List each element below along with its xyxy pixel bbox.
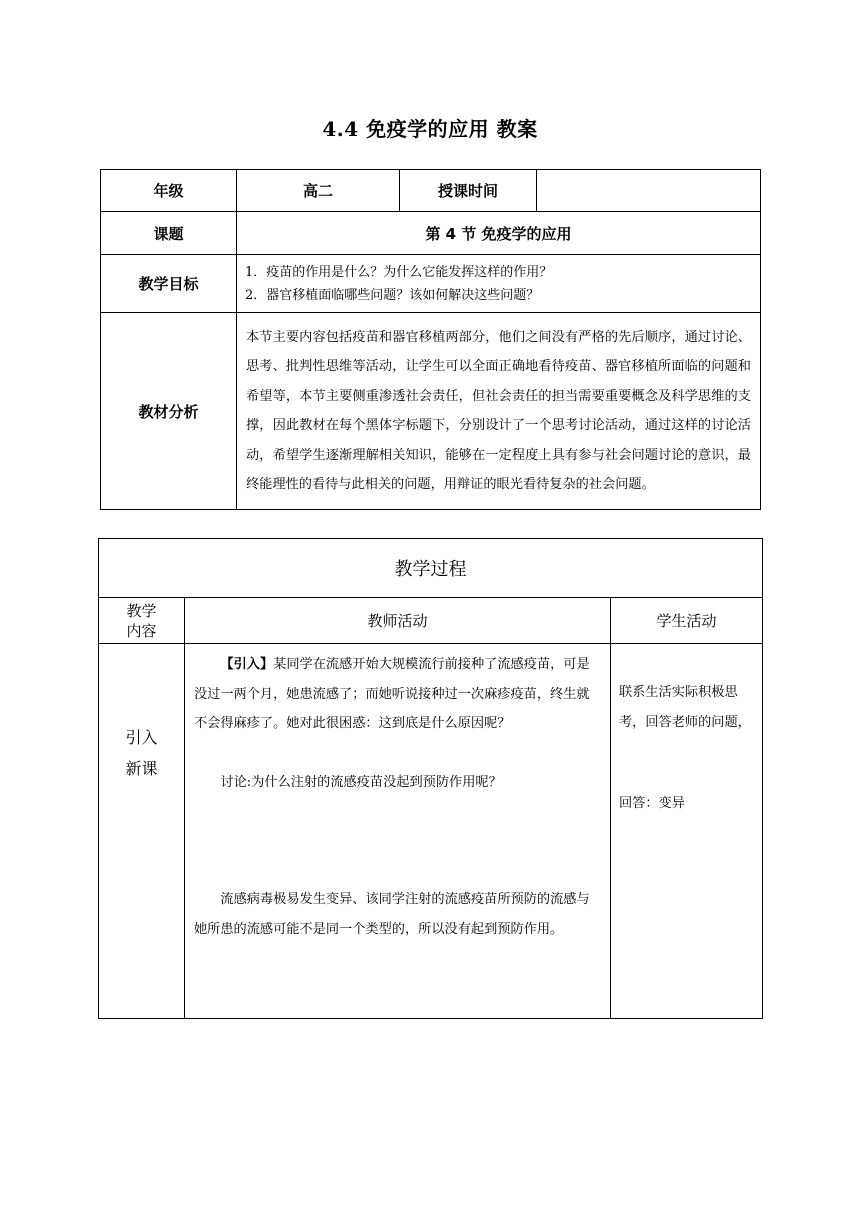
document-title: 4.4 免疫学的应用 教案 [322,117,538,141]
col-content-header [99,598,185,644]
time-value [537,170,761,212]
analysis-label: 教材分析 [101,313,237,510]
process-heading: 教学过程 [99,539,763,598]
topic-value: 第 4 节 免疫学的应用 [237,212,761,255]
goal-item: 1．疫苗的作用是什么？为什么它能发挥这样的作用？ [245,264,553,280]
col-content-line2: 内容 [126,621,157,640]
grade-label: 年级 [101,170,237,212]
grade-row [101,170,761,212]
student-answer: 回答：变异 [619,796,685,811]
intro-paragraph [194,650,602,739]
intro-text: 某同学在流感开始大规模流行前接种了流感疫苗，可是没过一两个月，她患流感了；而她听说接种过一次麻疹疫苗，终生就不会得麻疹了。她对此很困惑：这到底是什么原因呢？ [194,657,590,731]
col-content-line1: 教学 [126,601,157,620]
col-student-header: 学生活动 [611,598,763,644]
row-content-label [99,644,185,1019]
intro-tag: 【引入】 [220,657,274,672]
intro-row [99,644,763,1019]
student-activity-cell [611,644,763,1019]
lesson-info-table [100,169,761,510]
teaching-process-table [98,538,763,1019]
time-label: 授课时间 [400,170,537,212]
process-heading-row [99,539,763,598]
goals-label: 教学目标 [101,255,237,313]
discussion-question: 讨论:为什么注射的流感疫苗没起到预防作用呢？ [220,774,502,790]
analysis-text: 本节主要内容包括疫苗和器官移植两部分，他们之间没有严格的先后顺序，通过讨论、思考、批判性思维等活动，让学生可以全面正确地看待疫苗、器官移植所面临的问题和希望等，本节主要侧重渗透社会责任，但社会责任的担当需要重要概念及科学思维的支撑，因此教材在每个黑体字标题下，分别设计了一个思考讨论活动，通过这样的讨论活动，希望学生逐渐理解相关知识，能够在一定程度上具有参与社会问题讨论的意识，最终能理性的看待与此相关的问题，用辩证的眼光看待复杂的社会问题。 [237,313,761,510]
topic-row [101,212,761,255]
topic-label: 课题 [101,212,237,255]
goal-item: 2．器官移植面临哪些问题？该如何解决这些问题？ [245,287,540,303]
grade-value: 高二 [237,170,400,212]
process-column-header-row [99,598,763,644]
analysis-row [101,313,761,510]
row-content-line2: 新课 [125,759,158,778]
goals-row [101,255,761,313]
goals-cell [237,255,761,313]
row-content-line1: 引入 [125,728,158,747]
col-teacher-header: 教师活动 [185,598,611,644]
explanation-paragraph: 流感病毒极易发生变异、该同学注射的流感疫苗所预防的流感与她所患的流感可能不是同一个类型的，所以没有起到预防作用。 [194,892,590,937]
teacher-activity-cell [185,644,611,1019]
student-activity-text: 联系生活实际积极思考，回答老师的问题， [619,685,751,730]
